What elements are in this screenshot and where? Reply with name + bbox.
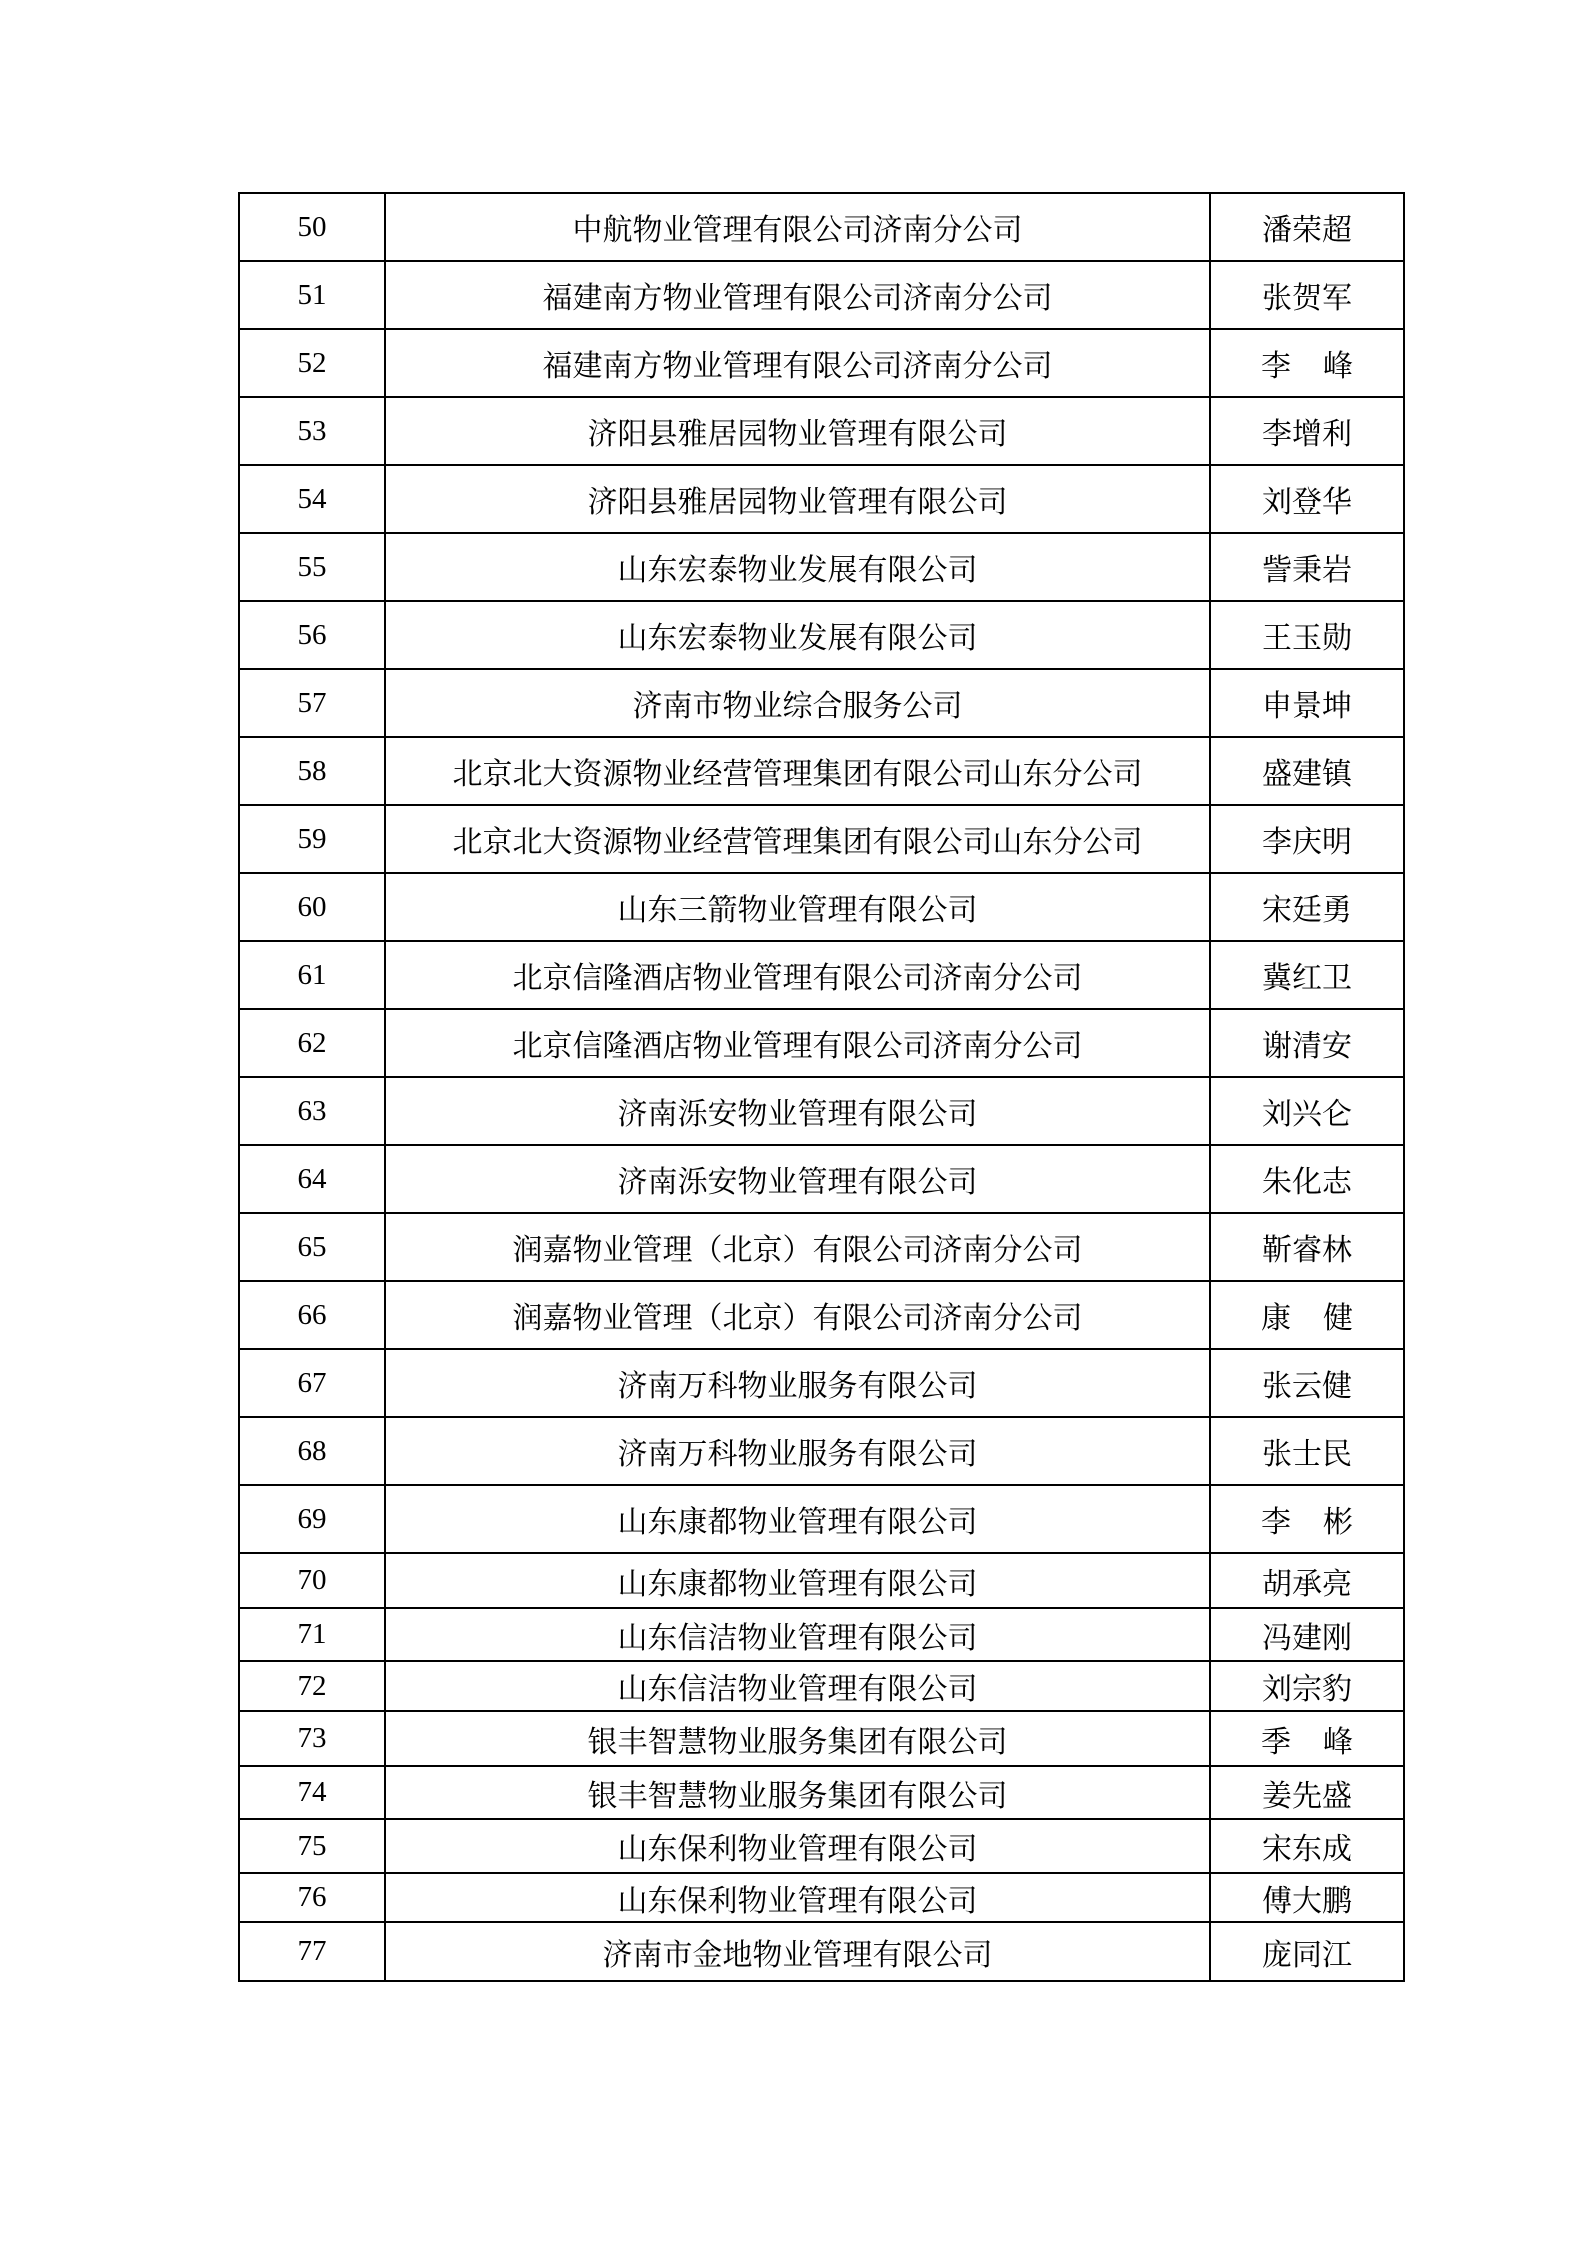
serial-number-cell: 50 [239, 193, 385, 261]
company-name-cell: 济南市金地物业管理有限公司 [385, 1922, 1210, 1981]
table-row [239, 737, 1404, 805]
company-name-cell: 山东宏泰物业发展有限公司 [385, 601, 1210, 669]
company-name-cell: 北京北大资源物业经营管理集团有限公司山东分公司 [385, 805, 1210, 873]
table-row [239, 941, 1404, 1009]
serial-number-cell: 51 [239, 261, 385, 329]
company-name-cell: 济南泺安物业管理有限公司 [385, 1145, 1210, 1213]
person-name-char: 峰 [1323, 349, 1353, 384]
company-name-cell: 济南市物业综合服务公司 [385, 669, 1210, 737]
person-name-cell: 庞同江 [1210, 1922, 1404, 1981]
table-row [239, 1281, 1404, 1349]
company-name-cell: 山东信洁物业管理有限公司 [385, 1608, 1210, 1661]
person-name-cell [1210, 1711, 1404, 1766]
company-name-cell: 山东宏泰物业发展有限公司 [385, 533, 1210, 601]
company-name-cell: 山东保利物业管理有限公司 [385, 1873, 1210, 1922]
serial-number-cell: 73 [239, 1711, 385, 1766]
table-row [239, 873, 1404, 941]
table-row [239, 1661, 1404, 1711]
table-row [239, 533, 1404, 601]
company-name-cell: 济阳县雅居园物业管理有限公司 [385, 465, 1210, 533]
table-row [239, 465, 1404, 533]
company-name-cell: 北京信隆酒店物业管理有限公司济南分公司 [385, 941, 1210, 1009]
table-row [239, 329, 1404, 397]
serial-number-cell: 66 [239, 1281, 385, 1349]
person-name-char: 健 [1323, 1301, 1353, 1336]
company-name-cell: 银丰智慧物业服务集团有限公司 [385, 1711, 1210, 1766]
serial-number-cell: 67 [239, 1349, 385, 1417]
table-row [239, 193, 1404, 261]
person-name-cell: 申景坤 [1210, 669, 1404, 737]
company-name-cell: 济阳县雅居园物业管理有限公司 [385, 397, 1210, 465]
serial-number-cell: 63 [239, 1077, 385, 1145]
person-name-cell [1210, 1485, 1404, 1553]
person-name-cell: 訾秉岩 [1210, 533, 1404, 601]
serial-number-cell: 52 [239, 329, 385, 397]
serial-number-cell: 58 [239, 737, 385, 805]
person-name-text [1261, 341, 1353, 385]
serial-number-cell: 60 [239, 873, 385, 941]
person-name-cell: 胡承亮 [1210, 1553, 1404, 1608]
person-name-cell: 宋廷勇 [1210, 873, 1404, 941]
table-row [239, 1213, 1404, 1281]
company-name-cell: 中航物业管理有限公司济南分公司 [385, 193, 1210, 261]
person-name-char: 峰 [1323, 1724, 1353, 1760]
person-name-text [1261, 1717, 1353, 1761]
serial-number-cell: 61 [239, 941, 385, 1009]
person-name-cell: 刘登华 [1210, 465, 1404, 533]
person-name-cell: 李增利 [1210, 397, 1404, 465]
table-row [239, 1009, 1404, 1077]
table-row [239, 1819, 1404, 1873]
company-name-cell: 山东康都物业管理有限公司 [385, 1553, 1210, 1608]
table-row [239, 1077, 1404, 1145]
person-name-cell: 王玉勋 [1210, 601, 1404, 669]
company-name-cell: 银丰智慧物业服务集团有限公司 [385, 1766, 1210, 1819]
person-name-cell: 冀红卫 [1210, 941, 1404, 1009]
table-row [239, 669, 1404, 737]
table-row [239, 1711, 1404, 1766]
serial-number-cell: 57 [239, 669, 385, 737]
person-name-cell: 傅大鹏 [1210, 1873, 1404, 1922]
person-name-cell: 宋东成 [1210, 1819, 1404, 1873]
table-row [239, 805, 1404, 873]
person-name-char: 李 [1261, 1505, 1291, 1540]
serial-number-cell: 65 [239, 1213, 385, 1281]
person-name-cell: 张士民 [1210, 1417, 1404, 1485]
person-name-cell: 冯建刚 [1210, 1608, 1404, 1661]
serial-number-cell: 75 [239, 1819, 385, 1873]
company-name-cell: 福建南方物业管理有限公司济南分公司 [385, 329, 1210, 397]
table-row [239, 1608, 1404, 1661]
serial-number-cell: 76 [239, 1873, 385, 1922]
table-row [239, 601, 1404, 669]
company-name-cell: 北京北大资源物业经营管理集团有限公司山东分公司 [385, 737, 1210, 805]
table-row [239, 397, 1404, 465]
person-name-cell [1210, 329, 1404, 397]
company-name-cell: 润嘉物业管理（北京）有限公司济南分公司 [385, 1213, 1210, 1281]
person-name-cell: 李庆明 [1210, 805, 1404, 873]
company-name-cell: 山东保利物业管理有限公司 [385, 1819, 1210, 1873]
company-name-cell: 济南泺安物业管理有限公司 [385, 1077, 1210, 1145]
company-name-cell: 山东康都物业管理有限公司 [385, 1485, 1210, 1553]
person-name-cell: 刘宗豹 [1210, 1661, 1404, 1711]
serial-number-cell: 74 [239, 1766, 385, 1819]
serial-number-cell: 72 [239, 1661, 385, 1711]
person-name-cell: 姜先盛 [1210, 1766, 1404, 1819]
serial-number-cell: 68 [239, 1417, 385, 1485]
person-name-char: 李 [1261, 349, 1291, 384]
person-name-char: 康 [1261, 1301, 1291, 1336]
serial-number-cell: 62 [239, 1009, 385, 1077]
table-row [239, 1349, 1404, 1417]
serial-number-cell: 69 [239, 1485, 385, 1553]
person-name-text [1261, 1497, 1353, 1541]
person-name-cell: 潘荣超 [1210, 193, 1404, 261]
company-name-cell: 北京信隆酒店物业管理有限公司济南分公司 [385, 1009, 1210, 1077]
person-name-char: 彬 [1323, 1505, 1353, 1540]
company-name-cell: 润嘉物业管理（北京）有限公司济南分公司 [385, 1281, 1210, 1349]
company-name-cell: 济南万科物业服务有限公司 [385, 1417, 1210, 1485]
roster-table-body [239, 193, 1404, 1981]
person-name-char: 季 [1261, 1724, 1291, 1760]
serial-number-cell: 54 [239, 465, 385, 533]
person-name-cell: 靳睿林 [1210, 1213, 1404, 1281]
person-name-cell [1210, 1281, 1404, 1349]
person-name-text [1261, 1293, 1353, 1337]
table-row [239, 1766, 1404, 1819]
company-name-cell: 济南万科物业服务有限公司 [385, 1349, 1210, 1417]
table-row [239, 1553, 1404, 1608]
company-name-cell: 山东信洁物业管理有限公司 [385, 1661, 1210, 1711]
person-name-cell: 盛建镇 [1210, 737, 1404, 805]
person-name-cell: 张云健 [1210, 1349, 1404, 1417]
serial-number-cell: 64 [239, 1145, 385, 1213]
company-name-cell: 山东三箭物业管理有限公司 [385, 873, 1210, 941]
serial-number-cell: 55 [239, 533, 385, 601]
table-row [239, 1873, 1404, 1922]
serial-number-cell: 53 [239, 397, 385, 465]
table-row [239, 1485, 1404, 1553]
roster-table [238, 192, 1405, 1982]
person-name-cell: 谢清安 [1210, 1009, 1404, 1077]
company-name-cell: 福建南方物业管理有限公司济南分公司 [385, 261, 1210, 329]
serial-number-cell: 56 [239, 601, 385, 669]
table-row [239, 1145, 1404, 1213]
table-row [239, 1417, 1404, 1485]
serial-number-cell: 59 [239, 805, 385, 873]
serial-number-cell: 77 [239, 1922, 385, 1981]
table-row [239, 1922, 1404, 1981]
person-name-cell: 朱化志 [1210, 1145, 1404, 1213]
person-name-cell: 刘兴仑 [1210, 1077, 1404, 1145]
serial-number-cell: 71 [239, 1608, 385, 1661]
table-row [239, 261, 1404, 329]
serial-number-cell: 70 [239, 1553, 385, 1608]
person-name-cell: 张贺军 [1210, 261, 1404, 329]
